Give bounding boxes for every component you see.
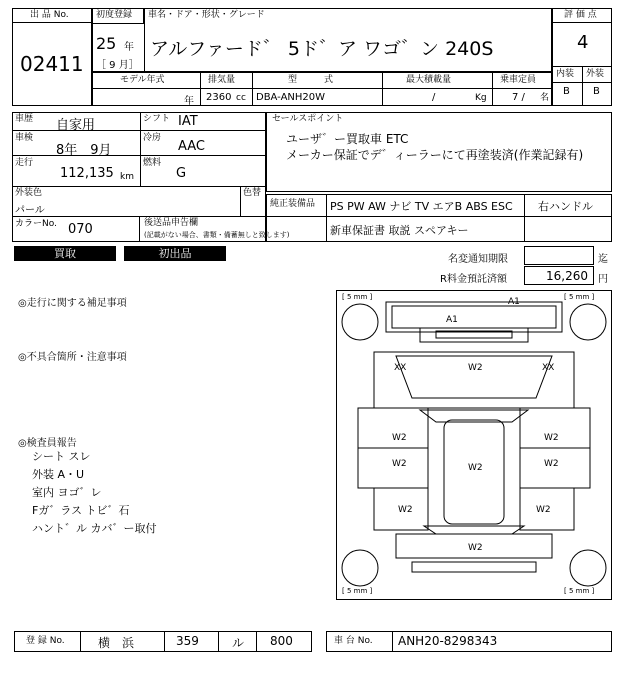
- reg-city: 横 浜: [98, 636, 135, 650]
- sales-label: セールスポイント: [272, 114, 344, 124]
- disp-unit: cc: [236, 93, 246, 103]
- mark-w2-l1: W2: [392, 433, 407, 443]
- model-year-unit: 年: [184, 96, 194, 107]
- recycle-unit: 円: [598, 274, 608, 285]
- divider: [392, 631, 393, 652]
- divider: [200, 72, 201, 106]
- int-label: 内装: [556, 69, 575, 79]
- score-label: 評 価 点: [564, 10, 597, 20]
- divider: [12, 155, 266, 156]
- cap-value: 7 /: [512, 92, 525, 103]
- tag-first: 初出品: [124, 246, 226, 261]
- divider: [144, 8, 145, 72]
- divider: [552, 22, 612, 23]
- recycle-value: 16,260: [546, 269, 588, 283]
- defect-title: ◎不具合箇所・注意事項: [18, 352, 127, 363]
- fuel-label: 燃料: [143, 158, 162, 168]
- ac-label: 冷房: [143, 133, 162, 143]
- divider: [80, 631, 81, 652]
- inspect-label: 車検: [15, 133, 34, 143]
- report-item: 外装 A・U: [32, 468, 85, 481]
- divider: [524, 194, 525, 242]
- mark-w2-r2: W2: [544, 459, 559, 469]
- divider: [240, 186, 241, 216]
- drive-title: ◎走行に関する補足事項: [18, 298, 127, 309]
- divider: [326, 194, 327, 216]
- reg-kana: ル: [232, 636, 245, 650]
- model-year-label: モデル年式: [120, 75, 165, 85]
- divider: [164, 631, 165, 652]
- history-value: 自家用: [56, 118, 96, 133]
- mark-xx-right: XX: [542, 363, 555, 373]
- mileage-value: 112,135: [60, 166, 114, 181]
- load-unit: Kg: [475, 93, 487, 103]
- mark-w2-l2: W2: [392, 459, 407, 469]
- fuel-value: G: [176, 166, 187, 181]
- divider: [12, 22, 92, 23]
- cap-label: 乗車定員: [500, 75, 537, 85]
- mark-w2-roof: W2: [468, 463, 483, 473]
- name-change-value: [524, 246, 594, 265]
- reg-year-unit: 年: [124, 42, 134, 53]
- reg-year: 25: [96, 34, 117, 53]
- history-label: 車歴: [15, 114, 34, 124]
- sales-line-2: メーカー保証でデ゛ィーラーにて再塗装済(作業記録有): [286, 148, 584, 162]
- divider: [382, 72, 383, 106]
- tire-depth-fr: [ 5 mm ]: [564, 293, 595, 301]
- after-note: (記載がない場合、書類・備蓄無しと致します): [144, 231, 290, 239]
- mark-w2-r1: W2: [544, 433, 559, 443]
- color-label: 外装色: [15, 188, 43, 198]
- divider: [92, 88, 552, 89]
- sales-line-1: ユーザ゛ー買取車 ETC: [286, 132, 409, 146]
- divider: [252, 72, 253, 106]
- mark-w2-hood: W2: [468, 363, 483, 373]
- ext-grade: B: [593, 86, 600, 97]
- handle-side: 右ハンドル: [538, 200, 593, 213]
- name-change-unit: 迄: [598, 254, 608, 265]
- inspect-value: 8年 9月: [56, 143, 112, 158]
- color-no-value: 070: [68, 222, 93, 237]
- load-label: 最大積載量: [406, 75, 452, 85]
- mark-w2-l3: W2: [398, 505, 413, 515]
- after-label: 後送品申告欄: [144, 218, 199, 228]
- tire-depth-rr: [ 5 mm ]: [564, 587, 595, 595]
- score-value: 4: [577, 32, 589, 53]
- divider: [266, 216, 612, 217]
- mark-a1-front: A1: [446, 315, 458, 325]
- int-grade: B: [563, 86, 570, 97]
- divider: [492, 72, 493, 106]
- reg-no-label: 登 録 No.: [26, 636, 65, 646]
- chassis-label: 車 台 No.: [334, 636, 373, 646]
- reg-month: ［ 9 月］: [96, 60, 139, 71]
- warranty: 新車保証書 取説 スペアキー: [330, 224, 469, 237]
- disp-label: 排気量: [208, 75, 236, 85]
- reg-number: 800: [270, 634, 293, 648]
- shift-value: IAT: [178, 114, 198, 129]
- equip-label: 純正装備品: [270, 199, 316, 209]
- tire-depth-rl: [ 5 mm ]: [342, 587, 373, 595]
- cap-unit: 名: [540, 93, 550, 103]
- divider: [326, 216, 327, 242]
- car-diagram: [336, 290, 612, 600]
- mark-a1-top: A1: [508, 297, 520, 307]
- report-item: ハント゛ル カバ゛ー取付: [32, 522, 157, 535]
- divider: [256, 631, 257, 652]
- car-name: アルファード゛ 5ド゛ア ワゴ゛ン 240S: [150, 38, 494, 60]
- mileage-label: 走行: [15, 158, 34, 168]
- type-value: DBA-ANH20W: [256, 92, 326, 103]
- lot-number: 02411: [20, 52, 84, 76]
- divider: [140, 112, 141, 186]
- mileage-unit: km: [120, 172, 134, 182]
- type-label: 型 式: [288, 75, 334, 85]
- mark-w2-rear: W2: [468, 543, 483, 553]
- load-value: /: [432, 92, 436, 103]
- car-label: 車名・ドア・形状・グレード: [148, 10, 265, 20]
- color-value: パール: [15, 205, 45, 216]
- divider: [12, 186, 266, 187]
- shift-label: シフト: [143, 114, 171, 124]
- reg-label: 初度登録: [96, 10, 133, 20]
- report-item: 室内 ヨゴ゛レ: [32, 486, 102, 499]
- name-change-label: 名変通知期限: [448, 254, 508, 265]
- report-item: Fガ゛ラス トビ゛石: [32, 504, 130, 517]
- equip-items: PS PW AW ナビ TV エアB ABS ESC: [330, 200, 513, 213]
- tire-depth-fl: [ 5 mm ]: [342, 293, 373, 301]
- divider: [552, 82, 612, 83]
- mark-xx-left: XX: [394, 363, 407, 373]
- tag-buy: 買取: [14, 246, 116, 261]
- divider: [218, 631, 219, 652]
- disp-value: 2360: [206, 92, 232, 103]
- lot-label: 出 品 No.: [30, 10, 69, 20]
- divider: [582, 66, 583, 106]
- inspector-title: ◎検査員報告: [18, 438, 77, 449]
- ext-label: 外装: [586, 69, 605, 79]
- recycle-label: R料金預託済額: [440, 274, 507, 285]
- color-no-label: カラーNo.: [15, 219, 57, 229]
- recolor-label: 色替: [243, 188, 262, 198]
- report-item: シート スレ: [32, 450, 91, 463]
- reg-class: 359: [176, 634, 199, 648]
- ac-value: AAC: [178, 139, 205, 154]
- divider: [12, 130, 266, 131]
- chassis-number: ANH20-8298343: [398, 634, 498, 648]
- mark-w2-r3: W2: [536, 505, 551, 515]
